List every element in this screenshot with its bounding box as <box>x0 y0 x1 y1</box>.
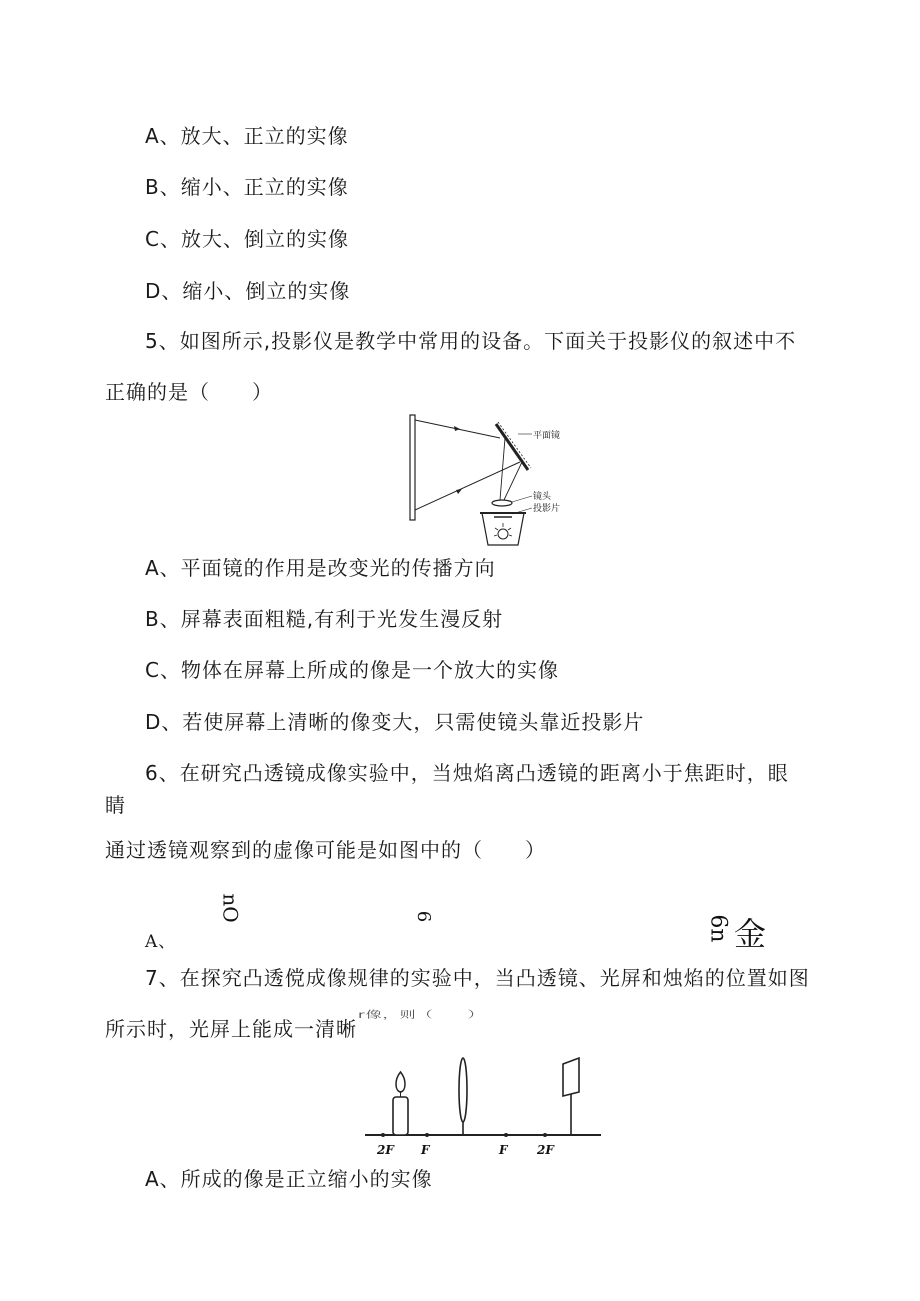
q4-option-a: A、放大、正立的实像 <box>145 124 349 148</box>
lens <box>492 500 512 506</box>
q7-option-a: A、所成的像是正立缩小的实像 <box>145 1167 433 1191</box>
q6-stem-line1: 6、在研究凸透镜成像实验中，当烛焰离凸透镜的距离小于焦距时，眼 <box>145 761 789 785</box>
q6-glyph-d: 金 <box>734 915 767 953</box>
lens-experiment-diagram <box>365 1050 605 1160</box>
light-screen <box>563 1058 579 1096</box>
q6-glyph-b: 6 <box>413 910 435 923</box>
q7-stem-line1: 7、在探究凸透傥成像规律的实验中，当凸透镜、光屏和烛焰的位置如图 <box>145 966 810 990</box>
q5-option-b: B、屏幕表面粗糙,有利于光发生漫反射 <box>145 607 504 631</box>
projector-diagram <box>400 410 580 550</box>
q6-option-a-label: A、 <box>145 932 177 952</box>
flame <box>396 1072 405 1092</box>
q5-stem-line2: 正确的是（ ） <box>105 380 273 404</box>
q5-option-a: A、平面镜的作用是改变光的传播方向 <box>145 556 496 580</box>
q6-glyph-a: nO <box>218 893 243 923</box>
q4-option-c: C、放大、倒立的实像 <box>145 227 349 251</box>
q7-stem-line2-tail: r像，则（ ） <box>358 1009 485 1021</box>
q5-stem-line1: 5、如图所示,投影仪是教学中常用的设备。下面关于投影仪的叙述中不 <box>145 329 797 353</box>
axis-label-f-right: F <box>499 1143 508 1157</box>
lens-label: 镜头 <box>533 492 552 502</box>
axis-label-f-left: F <box>421 1143 430 1157</box>
q5-option-d: D、若使屏幕上清晰的像变大，只需使镜头靠近投影片 <box>145 710 645 734</box>
convex-lens <box>459 1058 467 1122</box>
flat-mirror <box>496 424 528 470</box>
candle <box>393 1097 408 1135</box>
q4-option-d: D、缩小、倒立的实像 <box>145 279 351 303</box>
mirror-label: 平面镜 <box>533 431 561 441</box>
q4-option-b: B、缩小、正立的实像 <box>145 175 349 199</box>
q7-stem-line2: 所示时，光屏上能成一清晰 <box>105 1017 357 1041</box>
q5-option-c: C、物体在屏幕上所成的像是一个放大的实像 <box>145 658 559 682</box>
q6-stem-line3: 通过透镜观察到的虚像可能是如图中的（ ） <box>105 838 546 862</box>
q6-stem-line2: 睛 <box>105 793 126 817</box>
screen <box>410 415 415 520</box>
axis-label-2f-right: 2F <box>537 1143 554 1157</box>
axis-label-2f-left: 2F <box>377 1143 394 1157</box>
slide-label: 投影片 <box>533 504 561 514</box>
q6-glyph-d-rotated: 6n <box>705 914 731 943</box>
